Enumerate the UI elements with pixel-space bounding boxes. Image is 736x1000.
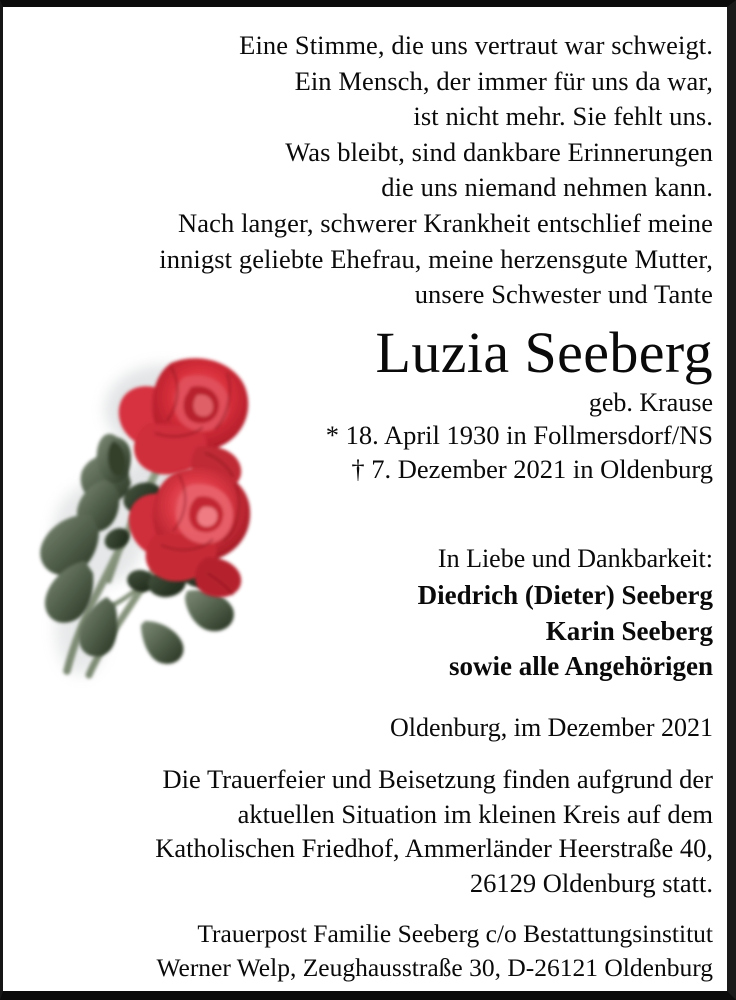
arrangements-line: 26129 Oldenburg statt. xyxy=(469,867,713,898)
memorial-poem xyxy=(23,28,713,313)
arrangements-line: Katholischen Friedhof, Ammerländer Heerstraße 40, xyxy=(155,833,713,863)
place-and-date: Oldenburg, im Dezember 2021 xyxy=(390,713,713,742)
notice-inner xyxy=(3,7,727,991)
funeral-arrangements xyxy=(23,762,713,900)
poem-line: unsere Schwester und Tante xyxy=(414,279,713,310)
poem-line: innigst geliebte Ehefrau, meine herzensgute Mutter, xyxy=(159,243,713,274)
survivor-name: Karin Seeberg xyxy=(545,615,713,646)
poem-line: Was bleibt, sind dankbare Erinnerungen xyxy=(285,136,713,167)
maiden-name: geb. Krause xyxy=(588,388,713,417)
poem-line: ist nicht mehr. Sie fehlt uns. xyxy=(413,101,713,132)
poem-line: die uns niemand nehmen kann. xyxy=(381,172,713,203)
dedication-intro: In Liebe und Dankbarkeit: xyxy=(437,544,713,573)
poem-line: Nach langer, schwerer Krankheit entschlief meine xyxy=(178,207,713,238)
arrangements-line: Die Trauerfeier und Beisetzung finden aufgrund der xyxy=(162,764,713,794)
poem-line: Eine Stimme, die uns vertraut war schweigt. xyxy=(239,30,713,60)
survivor-name: Diedrich (Dieter) Seeberg xyxy=(417,580,713,610)
death-date-line: † 7. Dezember 2021 in Oldenburg xyxy=(351,453,713,484)
poem-line: Ein Mensch, der immer für uns da war, xyxy=(294,65,713,96)
birth-date-line: * 18. April 1930 in Follmersdorf/NS xyxy=(325,420,713,450)
postal-line: Trauerpost Familie Seeberg c/o Bestattungsinstitut xyxy=(197,919,713,948)
postal-line: Werner Welp, Zeughausstraße 30, D-26121 Oldenburg xyxy=(156,953,713,982)
survivor-name: sowie alle Angehörigen xyxy=(449,651,713,681)
arrangements-line: aktuellen Situation im kleinen Kreis auf dem xyxy=(237,798,713,829)
dedication-block xyxy=(23,540,713,685)
condolence-address xyxy=(23,917,713,985)
deceased-name: Luzia Seeberg xyxy=(375,320,713,385)
deceased-block xyxy=(23,321,713,486)
